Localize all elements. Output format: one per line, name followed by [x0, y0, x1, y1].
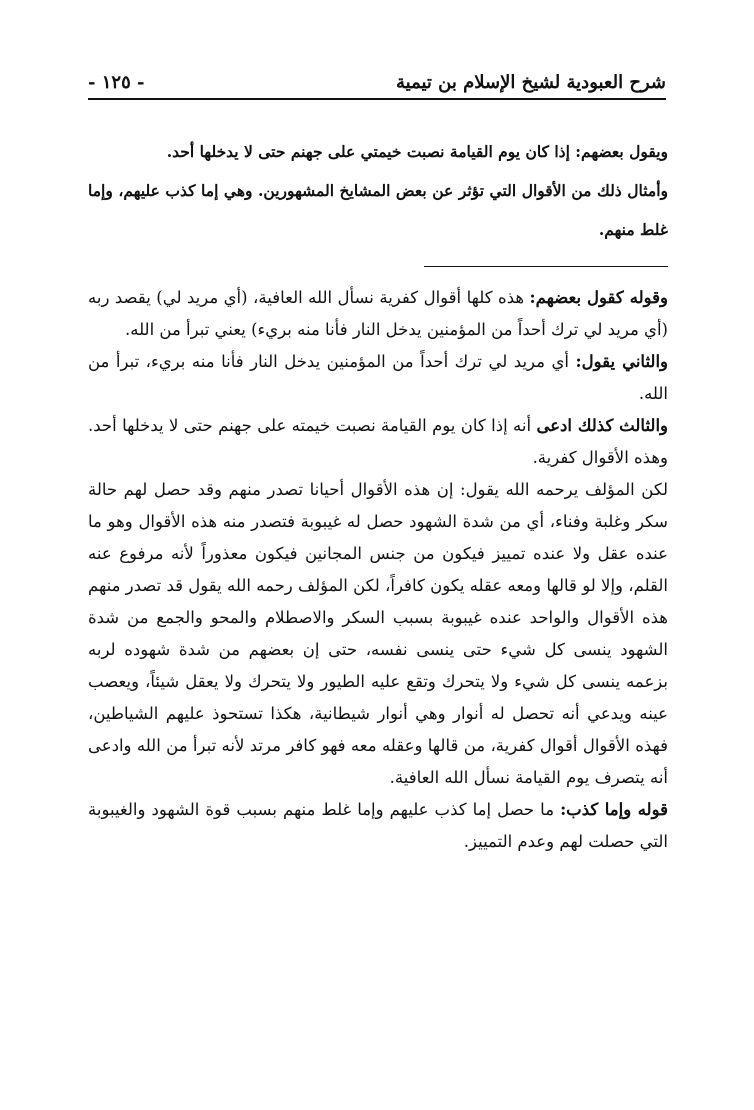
sharh-paragraph-3: [88, 410, 668, 474]
sharh-body: ما حصل إما كذب عليهم وإما غلط منهم بسبب قوة الشهود والغيبوبة التي حصلت لهم وعدم التمييز.: [88, 800, 668, 851]
sharh-lead: وقوله كقول بعضهم:: [529, 288, 668, 307]
sharh-paragraph-2: [88, 346, 668, 410]
sharh-lead: قوله وإما كذب:: [560, 800, 668, 819]
sharh-body: هذه كلها أقوال كفرية نسأل الله العافية، (أي مريد لي) يقصد ربه (أي مريد لي ترك أحداً من المؤمنين يدخل النار فأنا منه بريء) يعني تبرأ من الله.: [88, 288, 668, 339]
footnote-divider: [424, 266, 668, 267]
sharh-paragraph-1: [88, 282, 668, 346]
page-header: [88, 70, 666, 104]
sharh-body: لكن المؤلف يرحمه الله يقول: إن هذه الأقوال أحيانا تصدر منهم وقد حصل لهم حالة سكر وغلبة وفناء، أي من شدة الشهود حصل له غيبوبة فتصدر منه هذه الأقوال وهو ما عنده عقل ولا عنده تمييز فيكون من جنس المجانين فيكون معذوراً لأنه مرفوع عنه القلم، وإلا لو قالها ومعه عقله يكون كافراً، لكن المؤلف رحمه الله يقول قد تصدر منهم هذه الأقوال والواحد عنده غيبوبة بسبب السكر والاصطلام والمحو والجمع من شدة الشهود ينسى كل شيء حتى ينسى نفسه، حتى إن بعضهم من شدة شهوده لربه بزعمه ينسى كل شيء ولا يتحرك وتقع عليه الطيور ولا يتحرك ولا يعقل شيئاً، ويعصب عينه ويدعي أنه تحصل له أنوار وهي أنوار شيطانية، هكذا تستحوذ عليهم الشياطين، فهذه الأقوال أقوال كفرية، من قالها وعقله معه فهو كافر مرتد لأنه تبرأ من الله وادعى أنه يتصرف يوم القيامة نسأل الله العافية.: [88, 480, 668, 787]
header-rule: [88, 98, 666, 100]
sharh-body: أنه إذا كان يوم القيامة نصبت خيمته على جهنم حتى لا يدخلها أحد. وهذه الأقوال كفرية.: [88, 416, 668, 467]
sharh-lead: والثالث كذلك ادعى: [536, 416, 668, 435]
sharh-body: أي مريد لي ترك أحداً من المؤمنين يدخل النار فأنا منه بريء، تبرأ من الله.: [88, 352, 668, 403]
sharh-text: [88, 282, 668, 858]
matn-paragraph-1: ويقول بعضهم: إذا كان يوم القيامة نصبت خيمتي على جهنم حتى لا يدخلها أحد.: [166, 142, 668, 161]
sharh-paragraph-4: [88, 474, 668, 794]
matn-paragraph-2: وأمثال ذلك من الأقوال التي تؤثر عن بعض المشايخ المشهورين. وهي إما كذب عليهم، وإما غلط منهم.: [88, 181, 668, 239]
sharh-lead: والثاني يقول:: [575, 352, 669, 371]
sharh-paragraph-5: [88, 794, 668, 858]
page-number: - ١٢٥ -: [88, 72, 151, 93]
matn-text: [88, 132, 668, 249]
header-title: شرح العبودية لشيخ الإسلام بن تيمية: [390, 72, 666, 93]
